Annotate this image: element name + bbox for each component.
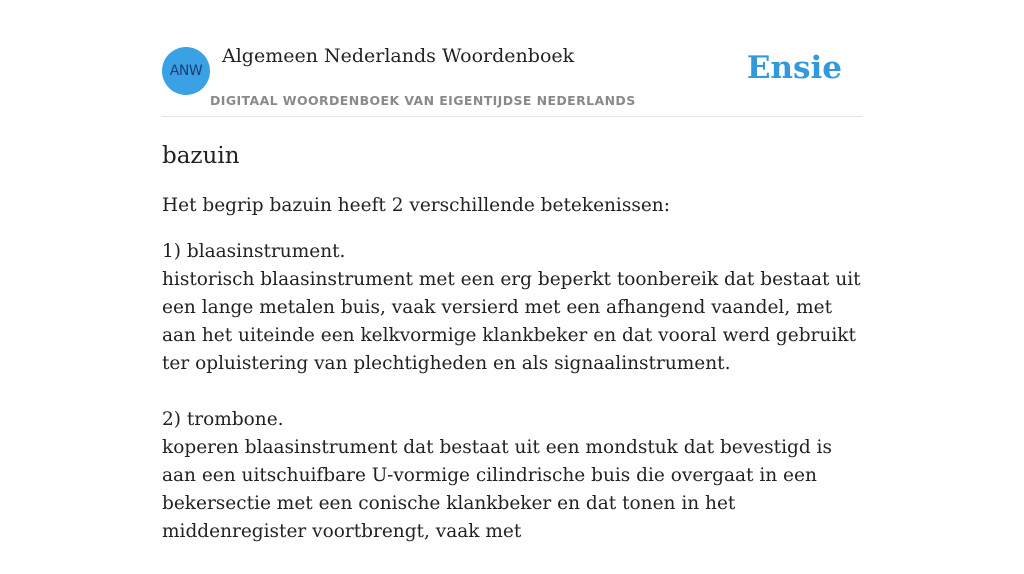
anw-logo[interactable] [162, 47, 210, 95]
page-title: bazuin [162, 143, 240, 169]
meaning-title: 1) blaasinstrument. [162, 241, 346, 262]
meaning-item [162, 238, 862, 378]
site-title[interactable]: Algemeen Nederlands Woordenboek [222, 45, 575, 67]
meaning-definition: koperen blaasinstrument dat bestaat uit een mondstuk dat bevestigd is aan een uitschuifbare U-vormige cilindrische buis die overgaat in een bekersectie met een conische klankbeker en dat tonen in het middenregister voortbrengt, vaak met [162, 437, 832, 542]
main-content [162, 141, 862, 546]
meaning-item [162, 406, 862, 546]
meaning-title: 2) trombone. [162, 409, 284, 430]
intro-text: Het begrip bazuin heeft 2 verschillende betekenissen: [162, 195, 670, 216]
ensie-brand-link[interactable]: Ensie [746, 50, 842, 86]
content-column [162, 0, 862, 574]
site-subtitle: DIGITAAL WOORDENBOEK VAN EIGENTIJDSE NEDERLANDS [210, 93, 636, 108]
meaning-definition: historisch blaasinstrument met een erg beperkt toonbereik dat bestaat uit een lange metalen buis, vaak versierd met een afhangend vaandel, met aan het uiteinde een kelkvormige klankbeker en dat vooral werd gebruikt ter opluistering van plechtigheden en als signaalinstrument. [162, 269, 861, 374]
site-header [162, 0, 862, 117]
logo-text: ANW [169, 63, 203, 79]
meanings-list [162, 238, 862, 546]
